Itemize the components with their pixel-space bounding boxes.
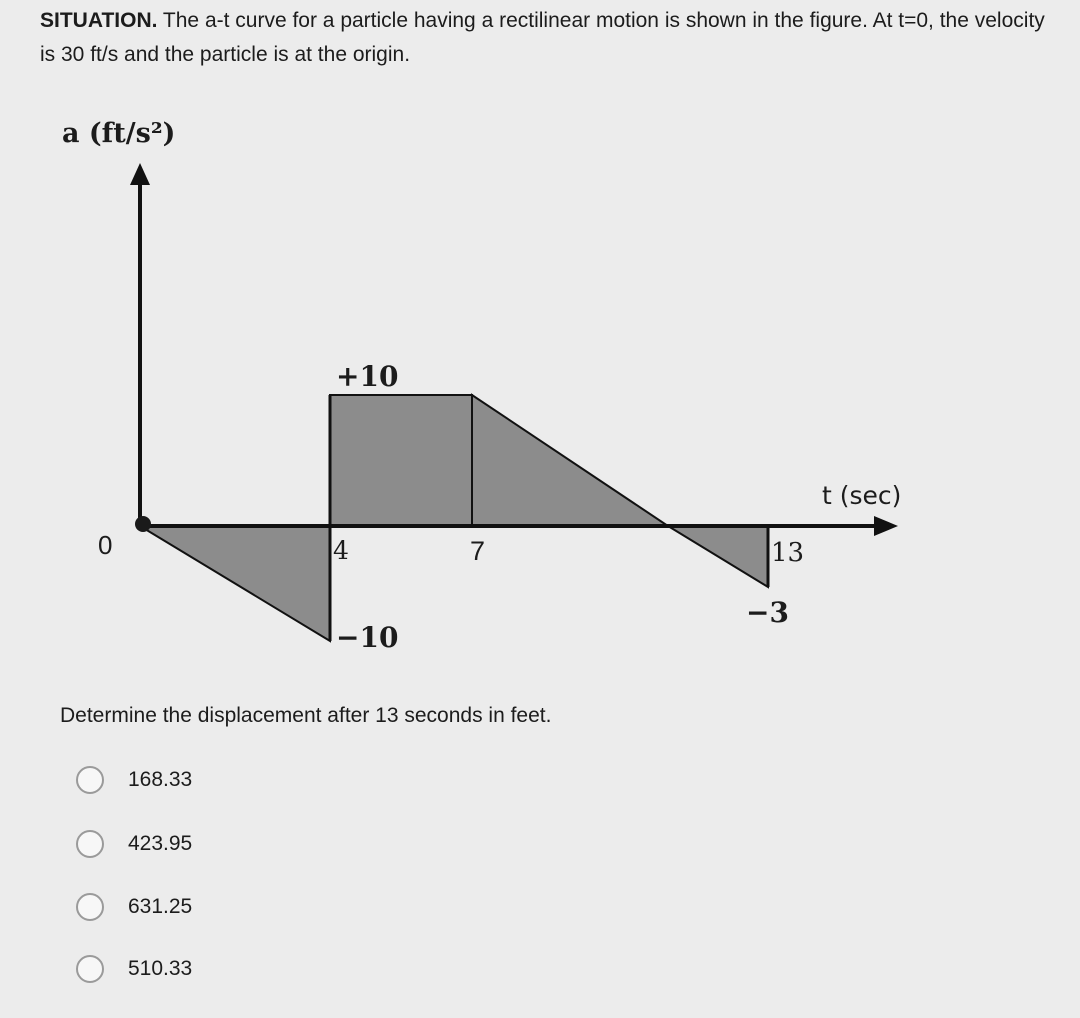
t4-label: 4 [333, 536, 349, 565]
x-axis-arrow [874, 516, 898, 536]
x-axis-label: t (sec) [822, 481, 902, 510]
a-neg3-label: −3 [746, 596, 789, 629]
radio-button[interactable] [76, 893, 104, 921]
option-2[interactable] [76, 827, 192, 861]
situation-text: The a-t curve for a particle having a rectilinear motion is shown in the figure. At t=0, the velocity is 30 ft/s and the particle is at the origin. [40, 9, 1045, 66]
option-label: 631.25 [128, 895, 193, 918]
question-text: Determine the displacement after 13 seconds in feet. [60, 704, 552, 727]
region-7-10-positive [472, 395, 668, 526]
y-axis-arrow [130, 163, 150, 185]
option-label: 423.95 [128, 832, 193, 855]
origin-label: 0 [98, 530, 113, 560]
radio-button[interactable] [76, 955, 104, 983]
situation-lead: SITUATION. [40, 9, 158, 32]
t13-label: 13 [771, 538, 805, 568]
radio-button[interactable] [76, 830, 104, 858]
y-axis-label: a (ft/s²) [62, 118, 176, 149]
origin-dot [135, 516, 151, 532]
region-10-13-negative [668, 526, 768, 587]
a-pos10-label: +10 [336, 360, 399, 393]
radio-button[interactable] [76, 766, 104, 794]
option-1[interactable] [76, 763, 192, 797]
t7-label: 7 [470, 536, 486, 566]
option-4[interactable] [76, 952, 192, 986]
region-0-4-negative [140, 526, 330, 641]
option-label: 168.33 [128, 768, 193, 791]
a-neg10-label: −10 [336, 621, 399, 654]
region-4-7-positive [330, 395, 472, 526]
option-label: 510.33 [128, 957, 193, 980]
option-3[interactable] [76, 890, 192, 924]
